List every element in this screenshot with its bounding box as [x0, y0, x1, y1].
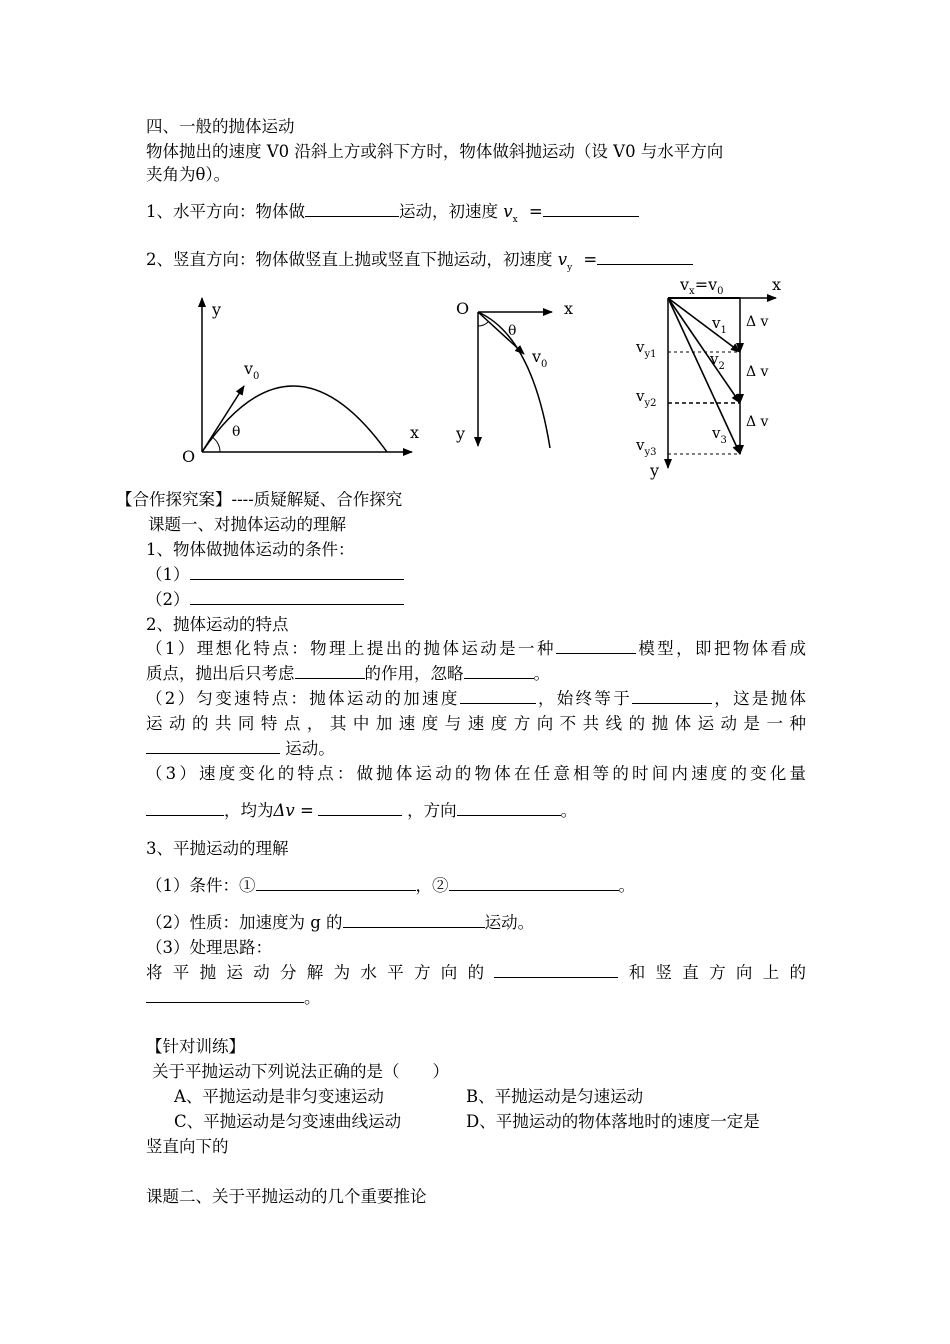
answer-blank[interactable]	[632, 688, 712, 704]
feature-1-line-2: 质点，抛出后只考虑 的作用，忽略 。	[146, 664, 550, 683]
vy3-label: $v_{y3}$	[636, 436, 657, 458]
answer-blank[interactable]	[146, 800, 224, 816]
theta-label: θ	[232, 424, 241, 440]
feature-1-line-1: （1）理想化特点：物理上提出的抛体运动是一种 模型，即把物体看成	[146, 639, 807, 658]
option-a[interactable]: A、平抛运动是非匀变速运动	[174, 1087, 384, 1106]
training-question: 关于平抛运动下列说法正确的是（ ）	[152, 1062, 449, 1081]
approach-line-2: 。	[146, 987, 321, 1009]
topic-1-title: 课题一、对抛体运动的理解	[148, 515, 346, 534]
y-label: y	[456, 424, 466, 443]
v0-label: $v_0$	[532, 347, 548, 370]
velocity-vector-figure	[628, 272, 798, 484]
answer-blank[interactable]	[494, 962, 618, 978]
option-c[interactable]: C、平抛运动是匀变速曲线运动	[174, 1112, 402, 1131]
answer-blank[interactable]	[597, 249, 693, 265]
intro-line-1: 物体抛出的速度 V0 沿斜上方或斜下方时，物体做斜抛运动（设 V0 与水平方向	[146, 142, 724, 161]
section-title: 四、一般的抛体运动	[146, 117, 295, 136]
y-label: y	[212, 300, 222, 319]
condition-1: （1）	[146, 564, 404, 586]
feature-2-line-1: （2）匀变速特点：抛体运动的加速度 ，始终等于 ，这是抛体	[146, 689, 807, 708]
vx-label: $v_x=v_0$	[680, 275, 724, 297]
intro-line-2: 夹角为θ）。	[146, 165, 231, 184]
answer-blank[interactable]	[190, 564, 404, 580]
v1-label: $v_1$	[712, 314, 727, 336]
feature-3-line-1: （3）速度变化的特点：做抛体运动的物体在任意相等的时间内速度的变化量	[146, 764, 806, 783]
answer-blank[interactable]	[146, 987, 304, 1003]
v2-arrow	[668, 298, 740, 403]
delta-v-label-3: Δ v	[746, 414, 769, 430]
delta-v-label-1: Δ v	[746, 314, 769, 330]
answer-blank[interactable]	[543, 201, 639, 217]
answer-blank[interactable]	[146, 738, 280, 754]
feature-3-line-2: ，均为Δv = ，方向 。	[146, 800, 577, 822]
understanding-property: （2）性质：加速度为 g 的 运动。	[146, 913, 535, 932]
theta-arc	[478, 322, 488, 326]
conditions-title: 1、物体做抛体运动的条件：	[146, 540, 355, 559]
v3-arrow	[668, 298, 740, 454]
y-label: y	[650, 461, 660, 480]
feature-2-line-2: 运动的共同特点，其中加速度与速度方向不共线的抛体运动是一种	[146, 714, 806, 733]
answer-blank[interactable]	[449, 875, 619, 891]
coop-header: 【合作探究案】----质疑解疑、合作探究	[116, 490, 403, 509]
answer-blank[interactable]	[556, 638, 636, 654]
delta-v-label-2: Δ v	[746, 364, 769, 380]
x-label: x	[410, 423, 420, 442]
origin-label: O	[456, 299, 470, 318]
answer-blank[interactable]	[343, 912, 485, 928]
theta-arc	[212, 437, 220, 452]
v0-label: $v_0$	[244, 359, 260, 382]
topic-2-title: 课题二、关于平抛运动的几个重要推论	[146, 1187, 427, 1206]
v3-label: $v_3$	[712, 424, 727, 446]
option-d[interactable]: D、平抛运动的物体落地时的速度一定是	[466, 1112, 760, 1131]
answer-blank[interactable]	[318, 800, 402, 816]
option-d-continued: 竖直向下的	[146, 1137, 229, 1156]
v0-arrow	[478, 312, 524, 354]
x-label: x	[772, 275, 782, 294]
answer-blank[interactable]	[295, 663, 365, 679]
vy2-label: $v_{y2}$	[636, 387, 657, 409]
downward-projectile-figure	[452, 296, 587, 456]
understanding-approach: （3）处理思路：	[146, 938, 272, 957]
understanding-condition: （1）条件：① ，② 。	[146, 876, 635, 895]
question-vertical: 2、竖直方向：物体做竖直上抛或竖直下抛运动，初速度 $v_y$ =	[146, 249, 693, 279]
approach-line-1: 将平抛运动分解为水平方向的 和竖直方向上的	[146, 963, 807, 982]
oblique-projectile-figure	[180, 290, 430, 470]
trajectory	[202, 386, 387, 452]
answer-blank[interactable]	[190, 589, 404, 605]
training-header: 【针对训练】	[146, 1037, 245, 1056]
option-b[interactable]: B、平抛运动是匀速运动	[466, 1087, 644, 1106]
theta-label: θ	[508, 323, 517, 339]
answer-blank[interactable]	[256, 875, 416, 891]
understanding-title: 3、平抛运动的理解	[146, 839, 289, 858]
answer-blank[interactable]	[457, 800, 561, 816]
x-label: x	[564, 299, 574, 318]
question-horizontal: 1、水平方向：物体做 运动，初速度 $v_x$ =	[146, 201, 639, 231]
answer-blank[interactable]	[464, 663, 534, 679]
feature-2-line-3: 运动。	[146, 738, 335, 760]
features-title: 2、抛体运动的特点	[146, 615, 289, 634]
v2-label: $v_2$	[710, 350, 725, 372]
answer-blank[interactable]	[305, 201, 399, 217]
condition-2: （2）	[146, 589, 404, 611]
v0-arrow	[202, 386, 244, 452]
answer-blank[interactable]	[460, 688, 536, 704]
origin-label: O	[182, 447, 196, 466]
v1-arrow	[668, 298, 740, 352]
vy1-label: $v_{y1}$	[636, 338, 657, 360]
